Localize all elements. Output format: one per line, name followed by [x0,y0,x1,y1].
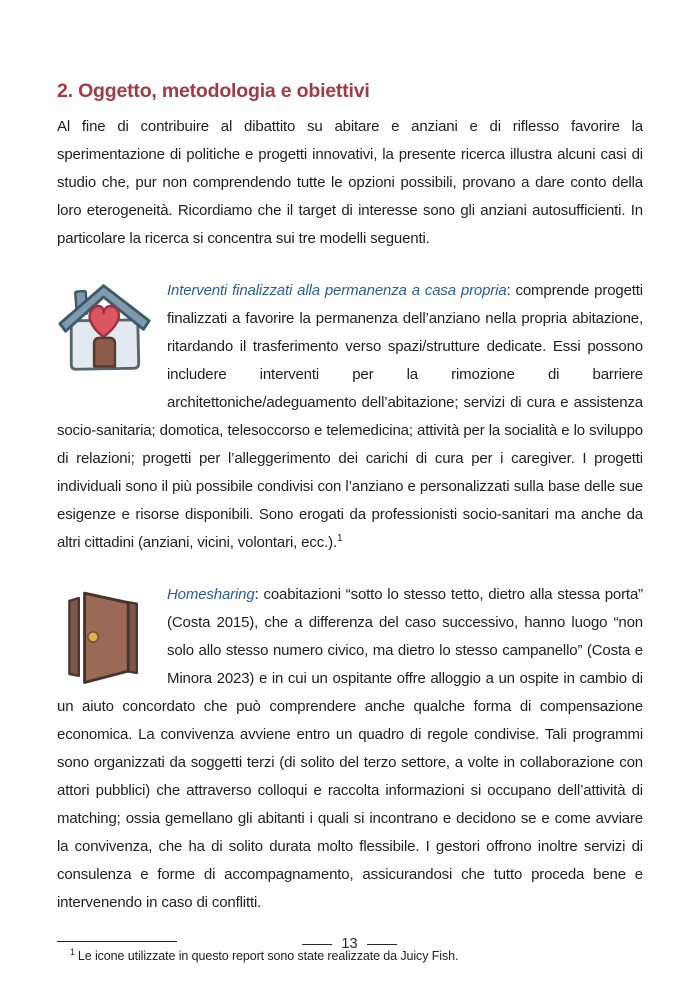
model-section-homesharing [57,581,643,917]
footnote-text: Le icone utilizzate in questo report sono state realizzate da Juicy Fish. [77,949,459,963]
footer-dash-right [367,944,397,945]
model-lead-label: Homesharing [167,586,255,603]
open-door-icon [57,585,152,685]
page-number: 13 [341,936,358,952]
model-section-permanenza [57,277,643,557]
section-heading: 2. Oggetto, metodologia e obiettivi [57,80,370,102]
footnote-marker: 1 [70,946,75,957]
page-footer [0,936,699,952]
footer-dash-left [302,944,332,945]
house-heart-icon [57,279,152,374]
model-body-text: : comprende progetti finalizzati a favorire la permanenza dell’anziano nella propria abitazione, ritardando il trasferimento verso spazi/strutture dedicate. Essi possono includere interventi per la rimozione di barriere architettoniche/adeguamento dell’abitazione; servizi di cura e assistenza socio-sanitaria; domotica, telesoccorso e telemedicina; attività per la socialità e lo sviluppo di relazioni; progetti per l’alleggerimento dei carichi di cura per i caregiver. I progetti individuali sono il più possibile condivisi con l’anziano e personalizzati sulla base delle sue esigenze e risorse disponibili. Sono erogati da professionisti socio-sanitari ma anche da altri cittadini (anziani, vicini, volontari, ecc.). [57,282,643,551]
model-lead-label: Interventi finalizzati alla permanenza a casa propria [167,282,507,299]
intro-paragraph: Al fine di contribuire al dibattito su abitare e anziani e di riflesso favorire la sperimentazione di politiche e progetti innovativi, la presente ricerca illustra alcuni casi di studio che, pur non comprendendo tutte le opzioni possibili, provano a dare conto della loro eterogeneità. Ricordiamo che il target di interesse sono gli anziani autosufficienti. In particolare la ricerca si concentra sui tre modelli seguenti. [57,118,643,247]
footnote-reference: 1 [336,533,343,544]
model-body-text: : coabitazioni “sotto lo stesso tetto, dietro alla stessa porta” (Costa 2015), che a differenza del caso successivo, hanno luogo “non solo allo stesso numero civico, ma dietro lo stesso campanello” (Costa e Minora 2023) e in cui un ospitante offre alloggio a un ospite in cambio di un aiuto concordato che può comprendere anche qualche forma di compensazione economica. La convivenza avviene entro un quadro di regole condivise. Tali programmi sono organizzati da soggetti terzi (di solito del terzo settore, a volte in collaborazione con attori pubblici) che attraverso colloqui e raccolta informazioni si occupano dell’attività di matching; ossia gemellano gli abitanti i quali si incontrano e decidono se e come avviare la convivenza, che ha di solito durata molto flessibile. I gestori offrono inoltre servizi di consulenza e forme di accompagnamento, assicurandosi che tutto proceda bene e intervenendo in caso di conflitti. [57,586,643,911]
